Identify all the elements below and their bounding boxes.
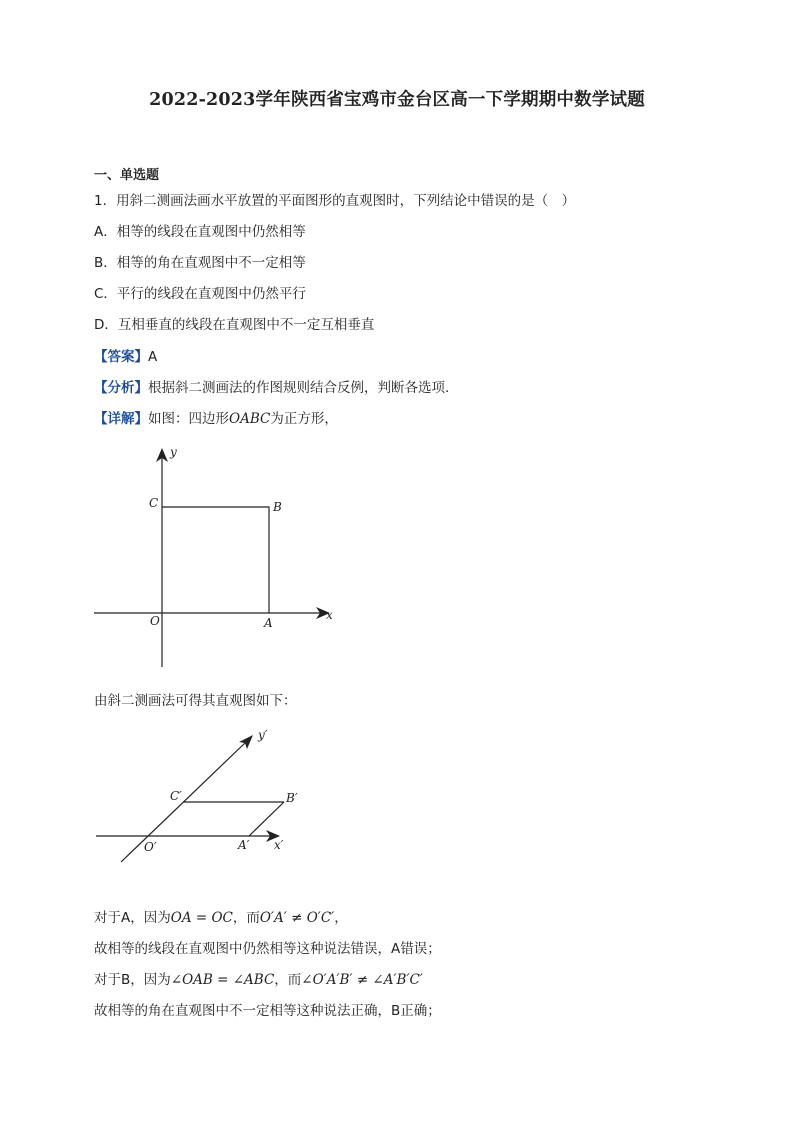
analysis-text: 根据斜二测画法的作图规则结合反例，判断各选项.: [148, 380, 450, 396]
answer-line: [94, 345, 157, 365]
a1-math1: OA = OC: [170, 910, 233, 926]
question-stem: 1．用斜二测画法画水平放置的平面图形的直观图时，下列结论中错误的是（ ）: [94, 193, 576, 209]
a1-math2: O′A′ ≠ O′C′: [259, 910, 335, 926]
detail-pre: 如图：四边形: [148, 411, 229, 427]
analysis-line: [94, 376, 449, 396]
answer-value: A: [148, 349, 158, 365]
b1-math1: ∠OAB = ∠ABC: [170, 972, 275, 988]
label-c-prime: C′: [170, 789, 182, 803]
line-b2: 故相等的角在直观图中不一定相等这种说法正确，B正确；: [94, 1003, 441, 1019]
a1-post: ，: [334, 910, 348, 926]
label-a: A: [264, 616, 273, 630]
label-b: B: [273, 500, 282, 514]
detail-line: [94, 407, 338, 427]
label-y: y: [170, 445, 177, 459]
label-c: C: [149, 496, 159, 510]
line-b1: [94, 968, 423, 988]
label-a-prime: A′: [238, 838, 250, 852]
figure-square: [90, 445, 350, 675]
option-b: B．相等的角在直观图中不一定相等: [94, 255, 306, 271]
b1-pre: 对于B，因为: [94, 972, 171, 988]
detail-math: OABC: [229, 411, 271, 427]
answer-tag: 【答案】: [94, 349, 148, 365]
detail-post: 为正方形，: [270, 411, 338, 427]
label-x-prime: x′: [274, 838, 284, 852]
square-sides: [162, 507, 269, 613]
line-a2: 故相等的线段在直观图中仍然相等这种说法错误，A错误；: [94, 941, 441, 957]
label-o-prime: O′: [144, 840, 157, 854]
option-d: D．互相垂直的线段在直观图中不一定互相垂直: [94, 317, 375, 333]
b1-mid: ，而: [274, 972, 302, 988]
b1-math2: ∠O′A′B′ ≠ ∠A′B′C′: [301, 972, 423, 988]
label-y-prime: y′: [258, 728, 268, 742]
page-title: 2022-2023学年陕西省宝鸡市金台区高一下学期期中数学试题: [149, 90, 645, 110]
segment-b-a: [249, 802, 284, 836]
analysis-tag: 【分析】: [94, 380, 148, 396]
option-c: C．平行的线段在直观图中仍然平行: [94, 286, 306, 302]
label-x: x: [326, 608, 333, 622]
detail-tag: 【详解】: [94, 411, 148, 427]
figure-oblique: [92, 725, 312, 870]
line-a1: [94, 906, 348, 926]
a1-mid: ，而: [232, 910, 260, 926]
label-b-prime: B′: [286, 791, 298, 805]
label-o: O: [150, 614, 160, 628]
section-heading: 一、单选题: [94, 168, 160, 183]
option-a: A．相等的线段在直观图中仍然相等: [94, 224, 306, 240]
between-text: 由斜二测画法可得其直观图如下：: [94, 693, 297, 709]
a1-pre: 对于A，因为: [94, 910, 171, 926]
